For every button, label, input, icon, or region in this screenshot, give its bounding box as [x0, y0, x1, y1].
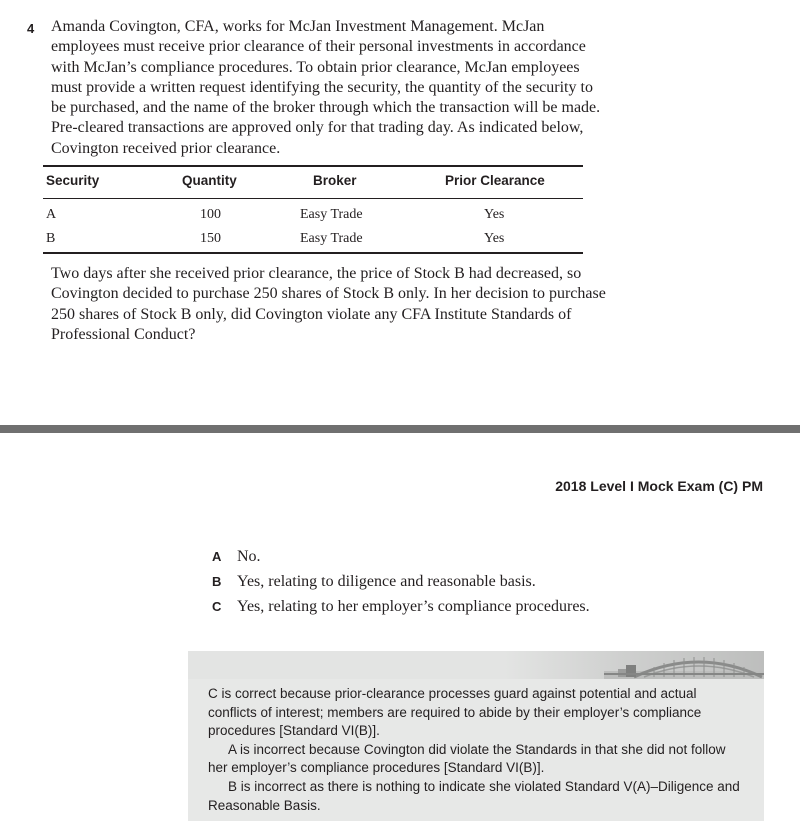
- option-a[interactable]: [212, 548, 261, 566]
- option-text: Yes, relating to her employer’s compliance procedures.: [237, 598, 590, 615]
- cell-security: B: [46, 231, 56, 246]
- question-stem: Amanda Covington, CFA, works for McJan Investment Management. McJan employees must receive prior clearance of their personal investments in accordance with McJan’s compliance procedures. To obtain prior clearance, McJan employees must provide a written request identifying the security, the quantity of the security to be purchased, and the name of the broker through which the transaction will be made. Pre-cleared transactions are approved only for that trading day. As indicated below, Covington received prior clearance.: [51, 18, 601, 157]
- cell-security: A: [46, 207, 57, 222]
- option-b[interactable]: [212, 573, 536, 591]
- cell-quantity: 100: [200, 207, 221, 222]
- table-header-rule: [43, 198, 583, 199]
- bridge-icon: [604, 651, 764, 679]
- cell-prior-clearance: Yes: [484, 231, 505, 246]
- question-followup: Two days after she received prior clearance, the price of Stock B had decreased, so Covington decided to purchase 250 shares of Stock B only. In her decision to purchase 250 shares of Stock B only, did Covington violate any CFA Institute Standards of Professional Conduct?: [51, 265, 606, 343]
- explanation-text: [208, 685, 748, 815]
- page-divider: [0, 425, 800, 433]
- cell-broker: Easy Trade: [300, 231, 363, 246]
- exam-title: 2018 Level I Mock Exam (C) PM: [555, 478, 763, 494]
- question-number: 4: [27, 21, 35, 36]
- option-letter: B: [212, 574, 222, 589]
- header-prior-clearance: Prior Clearance: [445, 173, 545, 188]
- cell-prior-clearance: Yes: [484, 207, 505, 222]
- option-letter: C: [212, 599, 222, 614]
- header-quantity: Quantity: [182, 173, 237, 188]
- table-top-rule: [43, 165, 583, 167]
- explanation-box: [188, 651, 764, 821]
- header-security: Security: [46, 173, 100, 188]
- explanation-paragraph: C is correct because prior-clearance processes guard against potential and actual conflicts of interest; members are required to abide by their employer’s compliance procedures [Standard VI(B)].: [208, 686, 702, 739]
- header-broker: Broker: [313, 173, 357, 188]
- explanation-paragraph: A is incorrect because Covington did violate the Standards in that she did not follow her employer’s compliance procedures [Standard VI(B)].: [208, 741, 726, 776]
- option-text: No.: [237, 548, 261, 565]
- option-c[interactable]: [212, 598, 590, 616]
- option-text: Yes, relating to diligence and reasonable basis.: [237, 573, 536, 590]
- cell-broker: Easy Trade: [300, 207, 363, 222]
- table-bottom-rule: [43, 252, 583, 254]
- explanation-paragraph: B is incorrect as there is nothing to indicate she violated Standard V(A)–Diligence and Reasonable Basis.: [208, 778, 740, 813]
- cell-quantity: 150: [200, 231, 221, 246]
- option-letter: A: [212, 549, 222, 564]
